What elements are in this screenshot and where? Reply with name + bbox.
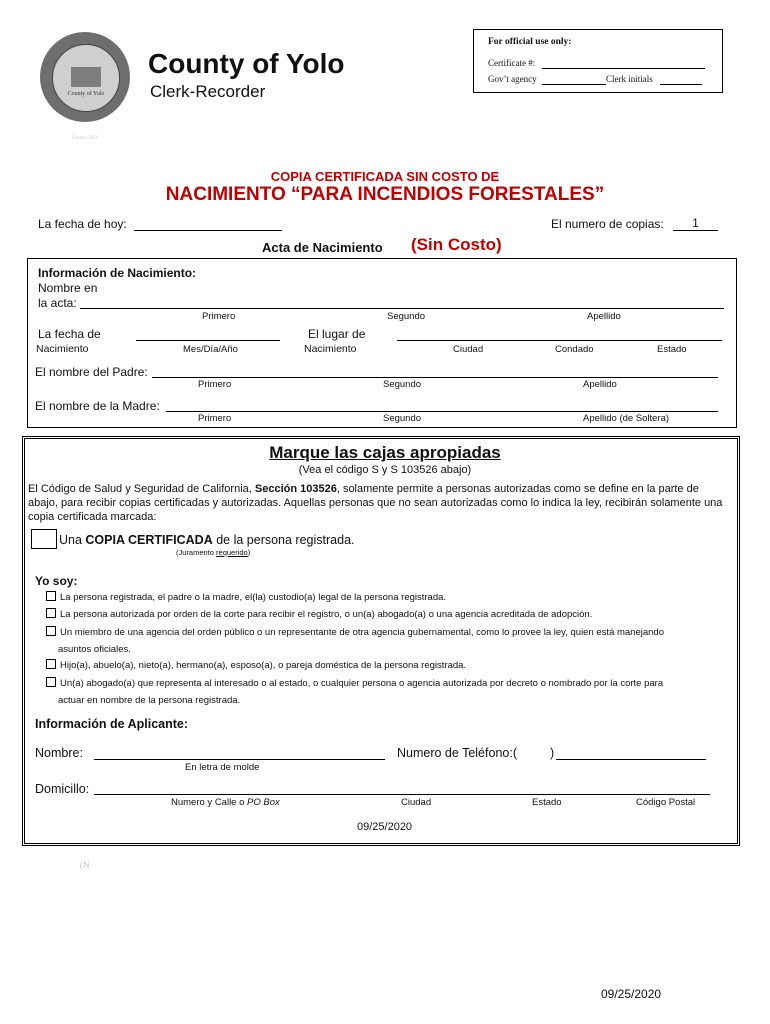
clerk-initials-field[interactable] [660,84,702,85]
eligibility-option-3[interactable] [46,626,664,640]
phone-field[interactable] [556,759,706,760]
de-la-persona-text: de la persona registrada. [212,533,355,547]
copies-value: 1 [692,216,699,230]
mother-middle-caption: Segundo [383,413,422,424]
marque-subtitle: (Vea el código S y S 103526 abajo) [298,464,472,476]
eligibility-option-1[interactable] [46,591,446,605]
legal-section-ref: Sección 103526 [254,483,337,495]
name-label-line2: la acta: [38,296,77,310]
faint-mark: (N [80,860,90,870]
first-name-caption: Primero [202,311,236,322]
father-last-caption: Apellido [583,379,617,390]
dob-label-line2: Nacimiento [36,343,89,355]
option-1-text: La persona registrada, el padre o la madre, el(la) custodio(a) legal de la persona registrada. [60,592,447,603]
address-field[interactable] [94,794,710,795]
sin-costo-label: (Sin Costo) [411,235,502,254]
legal-paragraph [28,482,728,524]
option-5-text: Un(a) abogado(a) que representa al interesado o al estado, o cualquier persona o agencia autorizada por decreto o nombrado por la corte para [60,678,664,689]
option-4-text: Hijo(a), abuelo(a), nieto(a), hermano(a), esposo(a), o pareja doméstica de la persona registrada. [60,660,467,671]
legal-text-a: El Código de Salud y Seguridad de California, [28,483,255,495]
signature-date: 09/25/2020 [357,821,413,833]
legal-text-c: , solamente permite a personas autorizadas como se define en la parte de abajo, para recibir copias certificadas y autorizadas. Aquellas personas que no sean autorizadas como lo indica la ley, recibirán solamente una copia certificada marcada: [28,483,723,523]
copia-certificada-text: COPIA CERTIFICADA [85,533,213,547]
informational-copy-checkbox[interactable] [31,529,57,549]
copies-label: El numero de copias: [551,217,664,231]
form-subtitle: COPIA CERTIFICADA SIN COSTO DE [270,169,500,184]
sworn-note-a: (Juramento [176,548,217,557]
agency-label: Gov’t agency [488,74,537,84]
name-label-line1: Nombre en [38,281,98,295]
street-caption [171,797,280,808]
print-name-caption: En letra de molde [185,762,260,773]
official-use-box [473,29,723,93]
sworn-note-required: requerido [216,548,248,557]
seal-inner-ring [52,44,120,112]
last-name-caption: Apellido [587,311,621,322]
mother-name-field[interactable] [166,411,718,412]
sworn-statement-note [176,548,250,557]
po-box-caption: PO Box [247,797,280,808]
street-caption-a: Numero y Calle o [171,797,248,808]
eligibility-option-4[interactable] [46,659,466,673]
pob-county-caption: Condado [555,344,594,355]
todays-date-field[interactable] [134,230,282,231]
page-date: 09/25/2020 [601,987,662,1001]
applicant-heading-colon: : [183,717,189,731]
pob-city-caption: Ciudad [453,344,484,355]
agency-field[interactable] [542,84,606,85]
option-5-continued: actuar en nombre de la persona registrada. [58,695,241,706]
certificate-field[interactable] [542,68,705,69]
sworn-note-c: ) [247,548,251,557]
pob-label-line2: Nacimiento [304,343,357,355]
father-middle-caption: Segundo [383,379,422,390]
option-1-checkbox[interactable] [46,591,56,601]
father-name-label: El nombre del Padre: [35,365,148,379]
city-caption: Ciudad [401,797,432,808]
zip-caption: Código Postal [636,797,696,808]
pob-label-line1: El lugar de [308,327,366,341]
pob-state-caption: Estado [657,344,687,355]
informational-copy-label [59,533,355,547]
clerk-initials-label: Clerk initials [606,74,653,84]
applicant-info-heading [35,717,188,731]
mother-maiden-caption: Apellido (de Soltera) [583,413,670,424]
option-3-continued: asuntos oficiales. [58,644,131,655]
seal-year-text: Formed 1850 [71,136,99,141]
applicant-name-label: Nombre: [35,746,83,760]
una-text: Una [59,533,86,547]
department-name: Clerk-Recorder [150,82,266,101]
certificate-label: Certificate #: [488,58,536,68]
dob-format-caption: Mes/Día/Año [183,344,238,355]
applicant-heading-text: Información de Aplicante [35,717,184,731]
seal-scene-image [71,67,101,87]
mother-name-label: El nombre de la Madre: [35,399,160,413]
dob-label-line1: La fecha de [38,327,101,341]
father-first-caption: Primero [198,379,232,390]
county-title: County of Yolo [148,48,345,79]
marque-title-wrap [0,443,770,463]
county-seal [40,32,130,141]
registrant-name-field[interactable] [80,308,724,309]
todays-date-label: La fecha de hoy: [38,217,127,231]
official-use-title: For official use only: [488,37,572,47]
address-label: Domicillo: [35,782,90,796]
form-title: NACIMIENTO “PARA INCENDIOS FORESTALES” [165,184,605,205]
dob-field[interactable] [136,340,280,341]
option-2-text: La persona autorizada por orden de la corte para recibir el registro, o un(a) abogado(a) o una agencia acreditada de adopción. [60,609,593,620]
yo-soy-label: Yo soy: [35,574,78,588]
mother-first-caption: Primero [198,413,232,424]
marque-title: Marque las cajas apropiadas [269,443,501,462]
option-4-checkbox[interactable] [46,659,56,669]
state-caption: Estado [532,797,562,808]
applicant-name-field[interactable] [94,759,385,760]
option-3-checkbox[interactable] [46,626,56,636]
phone-label: Numero de Teléfono:( [397,746,517,760]
option-2-checkbox[interactable] [46,608,56,618]
phone-close-paren: ) [550,746,555,760]
birth-info-heading: Información de Nacimiento: [38,266,197,280]
father-name-field[interactable] [152,377,718,378]
eligibility-option-2[interactable] [46,608,592,622]
acta-heading: Acta de Nacimiento [262,240,383,255]
middle-name-caption: Segundo [387,311,426,322]
copies-field[interactable] [673,216,718,231]
option-5-checkbox[interactable] [46,677,56,687]
eligibility-option-5[interactable] [46,677,663,691]
option-3-text: Un miembro de una agencia del orden público o un representante de otra agencia gubernamental, como lo provee la ley, quien está manejando [60,627,664,638]
pob-field[interactable] [397,340,722,341]
seal-county-text: County of Yolo [67,91,105,97]
